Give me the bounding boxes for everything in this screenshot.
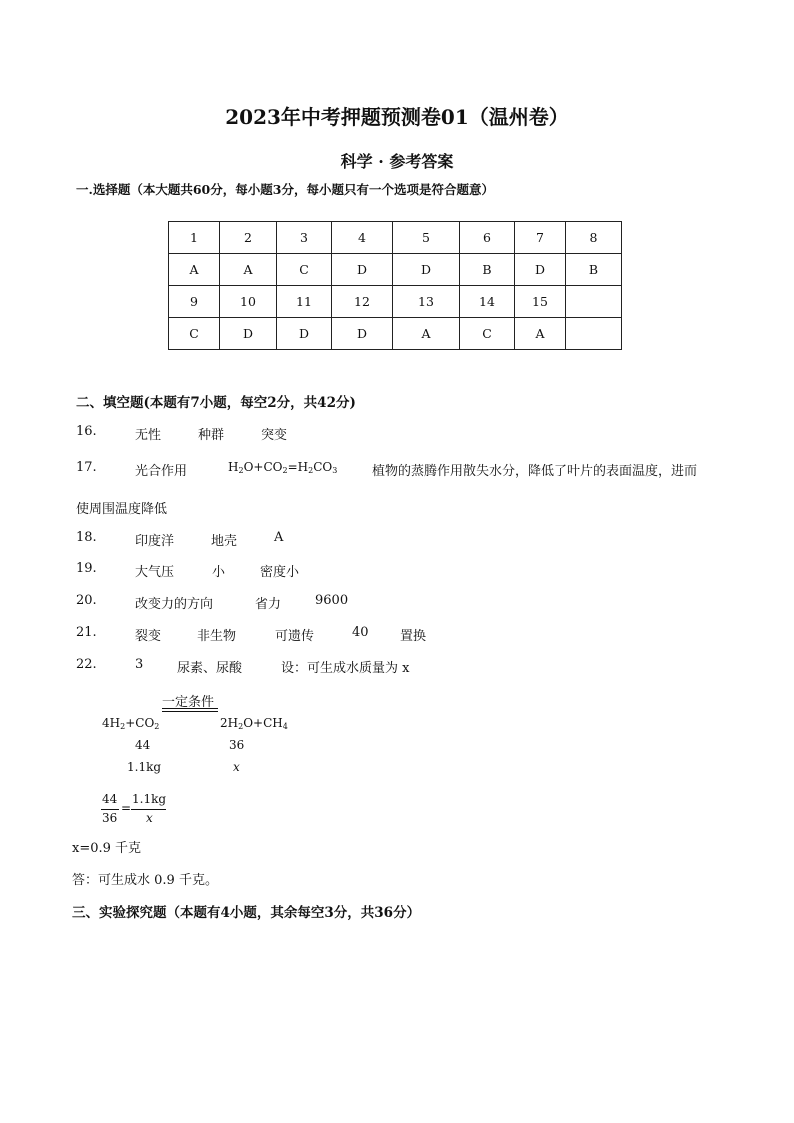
answer-table-cell: 4 xyxy=(332,222,393,254)
answer-table-cell: C xyxy=(169,318,220,350)
answer-table-cell: D xyxy=(332,318,393,350)
fraction-left-bottom: 36 xyxy=(102,811,118,825)
fraction-left-top: 44 xyxy=(102,792,118,806)
answer-table-cell: A xyxy=(393,318,460,350)
reaction-condition: 一定条件 xyxy=(162,695,215,710)
calc-answer: 答：可生成水 0.9 千克。 xyxy=(72,873,218,888)
q22-answer-2: 尿素、尿酸 xyxy=(177,661,243,676)
q17-equation: $H_2O+CO_2=H_2CO_3$ xyxy=(228,460,338,475)
answer-table-cell: C xyxy=(460,318,515,350)
answer-table-cell: 7 xyxy=(515,222,566,254)
answer-table-cell xyxy=(566,318,622,350)
answer-table-cell: A xyxy=(169,254,220,286)
answer-table-cell: D xyxy=(277,318,332,350)
page-subtitle: 科学 · 参考答案 xyxy=(340,152,454,171)
answer-table-cell: A xyxy=(515,318,566,350)
q22-number: 22. xyxy=(76,657,97,672)
equation-line-top xyxy=(162,708,218,709)
q18-number: 18. xyxy=(76,530,97,545)
answer-table-cell: 12 xyxy=(332,286,393,318)
q21-answer-3: 可遗传 xyxy=(275,629,315,644)
molar-mass-h2o: 36 xyxy=(229,738,245,752)
molar-mass-co2: 44 xyxy=(135,738,151,752)
answer-table-row xyxy=(169,318,622,350)
answer-table-cell: 2 xyxy=(220,222,277,254)
q20-number: 20. xyxy=(76,593,97,608)
fraction-right-bar xyxy=(131,809,166,810)
q22-answer-3: 设：可生成水质量为 x xyxy=(281,661,410,676)
q20-answer-3: 9600 xyxy=(315,593,349,608)
answer-table-cell: 14 xyxy=(460,286,515,318)
answer-table-cell: D xyxy=(515,254,566,286)
answer-table-cell: D xyxy=(220,318,277,350)
answer-table-cell: 15 xyxy=(515,286,566,318)
q21-answer-2: 非生物 xyxy=(197,629,237,644)
q22-answer-1: 3 xyxy=(135,657,144,672)
q18-answer-3: A xyxy=(274,530,284,545)
q21-answer-5: 置换 xyxy=(400,629,427,644)
q19-answer-3: 密度小 xyxy=(260,565,300,580)
fraction-right-bottom: x xyxy=(146,811,153,825)
q16-answer-1: 无性 xyxy=(135,428,162,443)
answer-table-cell: B xyxy=(566,254,622,286)
answer-table-cell: C xyxy=(277,254,332,286)
answer-table-cell xyxy=(566,286,622,318)
page-title: 2023年中考押题预测卷01（温州卷） xyxy=(225,105,569,129)
q16-number: 16. xyxy=(76,424,97,439)
answer-table-cell: 5 xyxy=(393,222,460,254)
answer-table-cell: 6 xyxy=(460,222,515,254)
fraction-equals: = xyxy=(121,801,132,815)
calc-result: x=0.9 千克 xyxy=(72,841,142,856)
q17-continuation: 使周围温度降低 xyxy=(76,502,168,517)
answer-table xyxy=(168,221,622,350)
answer-table-cell: 8 xyxy=(566,222,622,254)
section2-heading: 二、填空题(本题有7小题，每空2分，共42分) xyxy=(76,395,356,411)
q18-answer-2: 地壳 xyxy=(211,534,238,549)
answer-table-cell: 11 xyxy=(277,286,332,318)
answer-table-cell: A xyxy=(220,254,277,286)
q17-number: 17. xyxy=(76,460,97,475)
answer-table-cell: D xyxy=(393,254,460,286)
q16-answer-3: 突变 xyxy=(261,428,288,443)
answer-table-cell: 10 xyxy=(220,286,277,318)
q20-answer-2: 省力 xyxy=(255,597,282,612)
fraction-left-bar xyxy=(101,809,119,810)
answer-table-cell: 13 xyxy=(393,286,460,318)
q17-answer-3: 植物的蒸腾作用散失水分，降低了叶片的表面温度，进而 xyxy=(372,464,698,479)
section3-heading: 三、实验探究题（本题有4小题，其余每空3分，共36分） xyxy=(72,905,421,921)
given-mass: 1.1kg xyxy=(127,760,162,774)
equation-products: $2H_2O+CH_4$ xyxy=(220,716,288,731)
q18-answer-1: 印度洋 xyxy=(135,534,175,549)
q20-answer-1: 改变力的方向 xyxy=(135,597,214,612)
q16-answer-2: 种群 xyxy=(198,428,225,443)
equation-reactants: $4H_2+CO_2$ xyxy=(102,716,160,731)
q21-number: 21. xyxy=(76,625,97,640)
section1-heading: 一.选择题（本大题共60分，每小题3分，每小题只有一个选项是符合题意） xyxy=(76,182,494,197)
answer-table-cell: 1 xyxy=(169,222,220,254)
q19-number: 19. xyxy=(76,561,97,576)
q17-answer-1: 光合作用 xyxy=(135,464,188,479)
unknown-mass: x xyxy=(233,760,240,774)
q19-answer-2: 小 xyxy=(212,565,226,580)
answer-table-cell: 9 xyxy=(169,286,220,318)
answer-table-row xyxy=(169,254,622,286)
q21-answer-4: 40 xyxy=(352,625,369,640)
answer-table-cell: 3 xyxy=(277,222,332,254)
fraction-right-top: 1.1kg xyxy=(132,792,167,806)
equation-line-bottom xyxy=(162,711,218,712)
answer-table-row xyxy=(169,222,622,254)
q21-answer-1: 裂变 xyxy=(135,629,162,644)
q19-answer-1: 大气压 xyxy=(135,565,175,580)
answer-table-cell: B xyxy=(460,254,515,286)
answer-table-cell: D xyxy=(332,254,393,286)
answer-table-row xyxy=(169,286,622,318)
